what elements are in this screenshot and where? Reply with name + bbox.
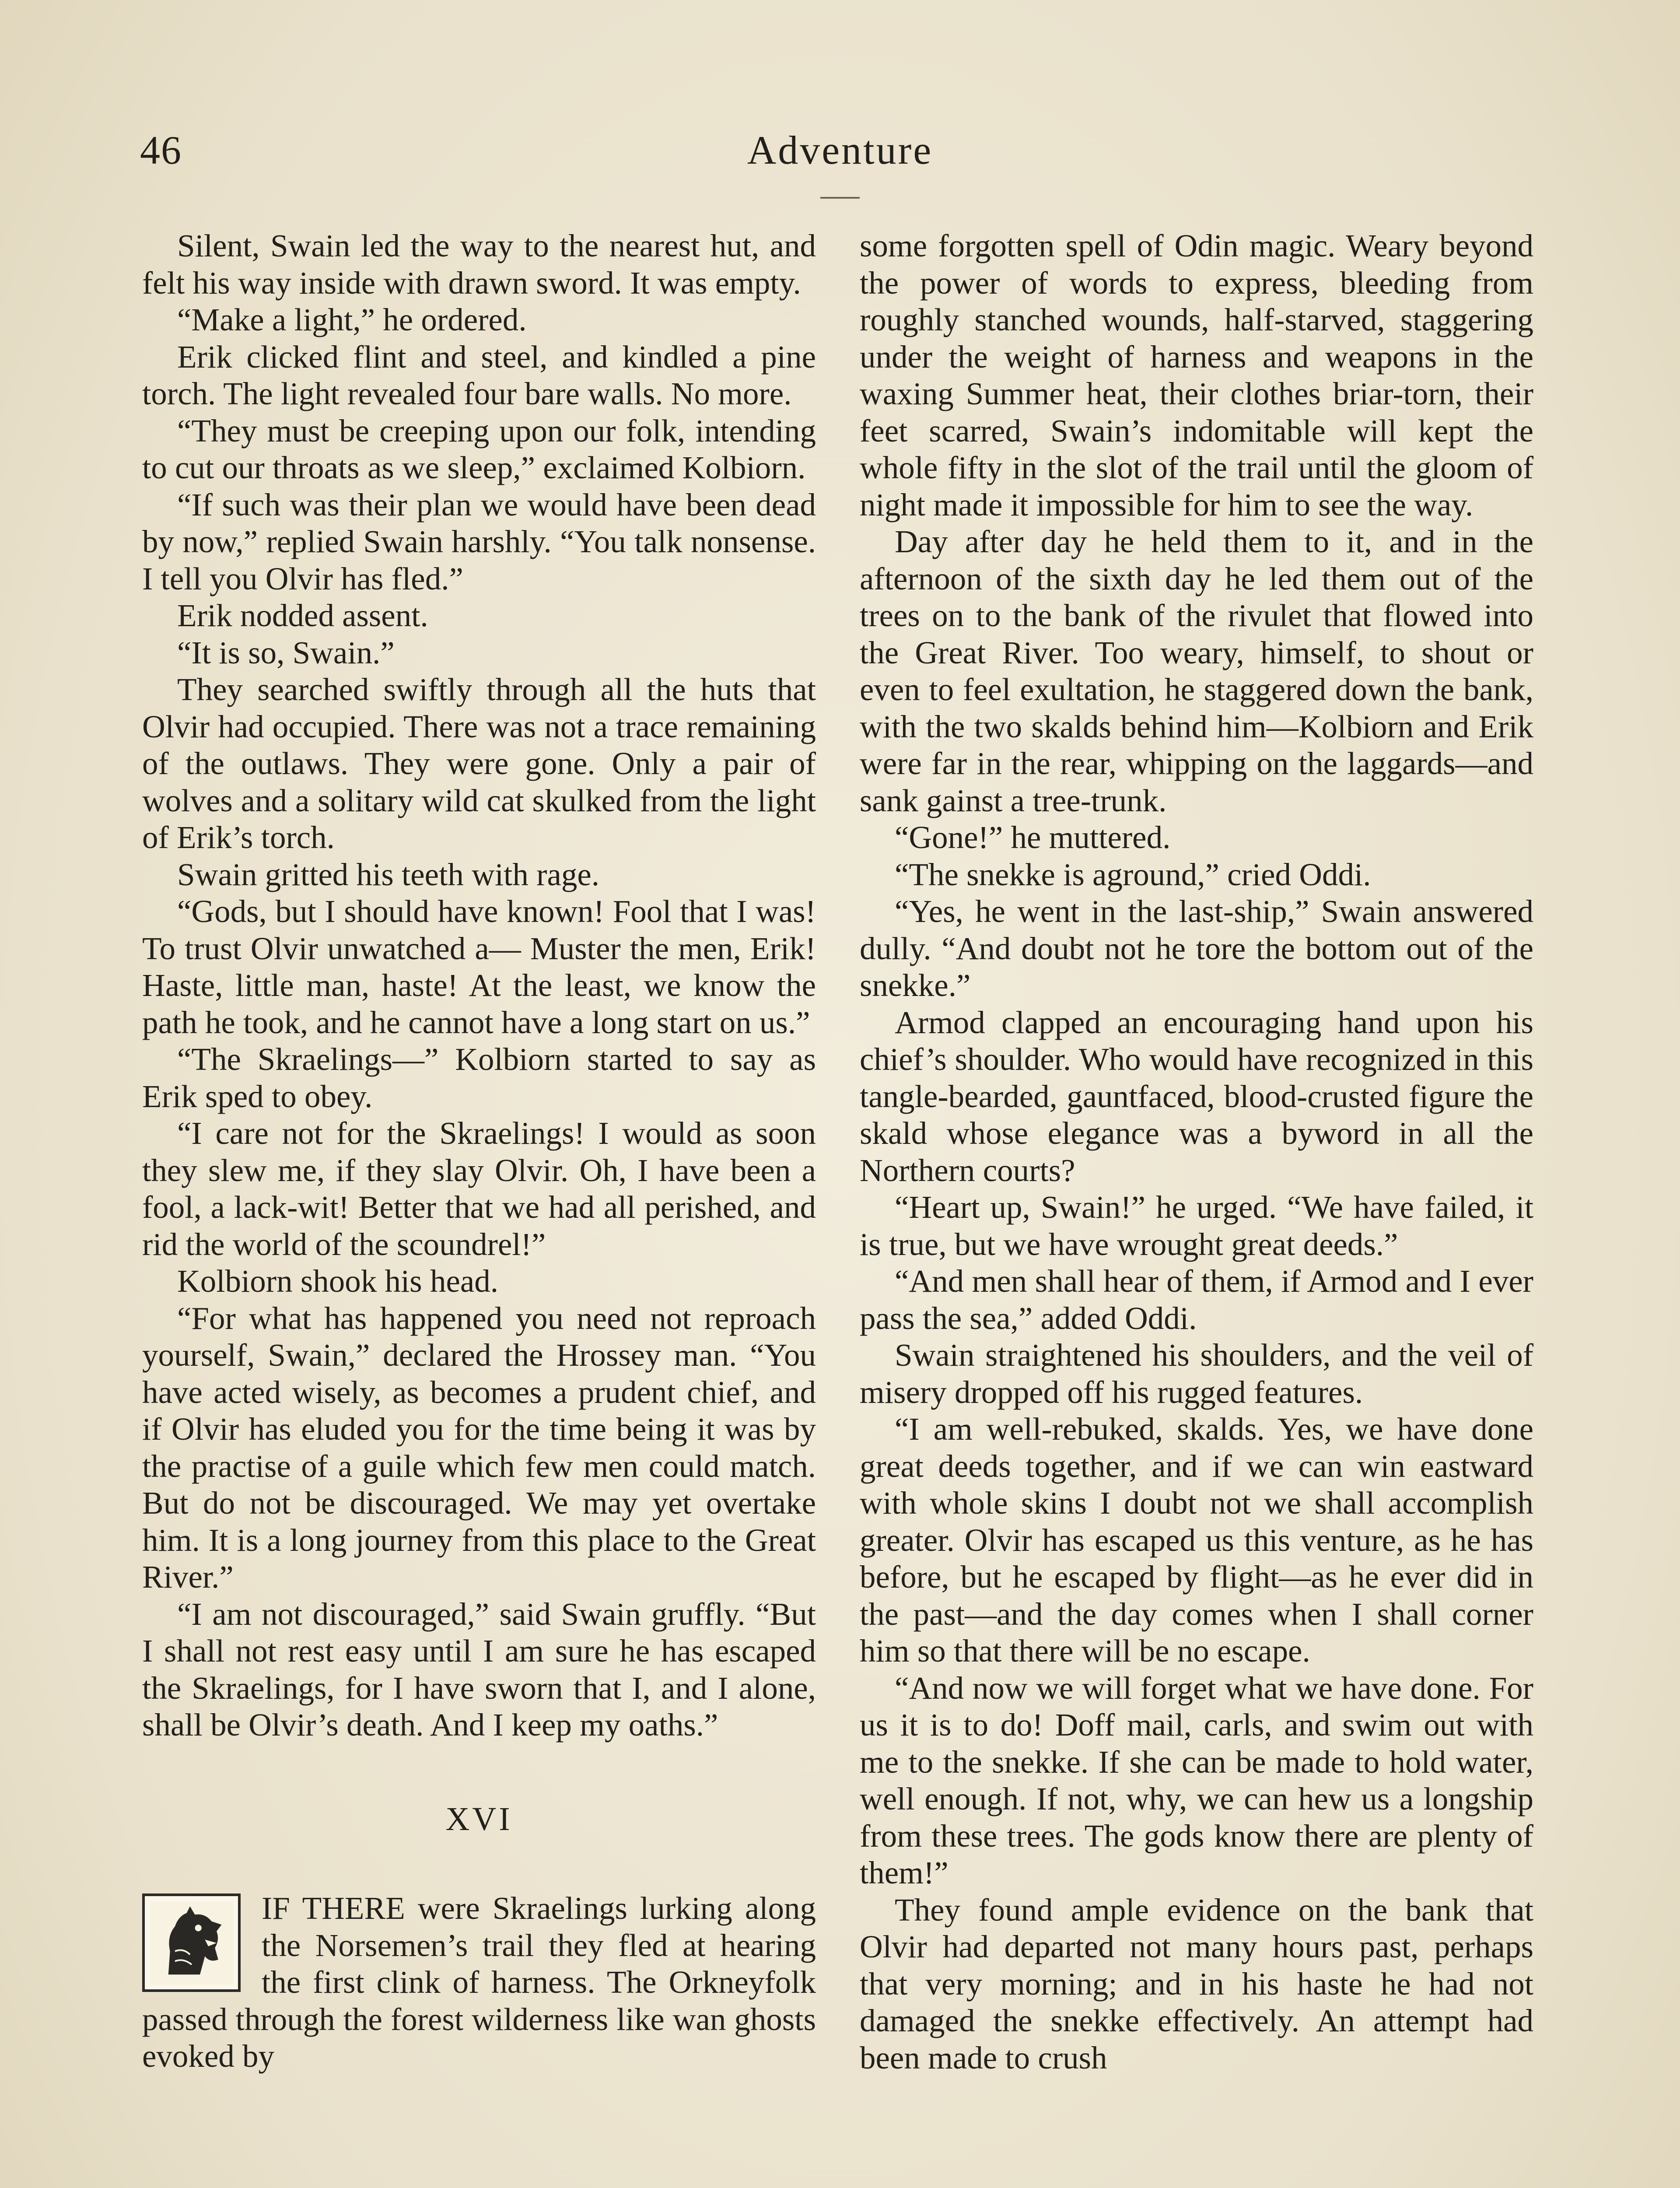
paragraph: “Gods, but I should have known! Fool that I was! To trust Olvir unwatched a— Muster the men, Erik! Haste, little man, haste! At the least, we know the path he took, and he cannot have a long start on us.” bbox=[142, 894, 816, 1040]
paragraph: “Make a light,” he ordered. bbox=[177, 302, 527, 337]
dropcap-paragraph-text: IF THERE were Skraelings lurking along the Norsemen’s trail they fled at hearing the first clink of harness. The Orkneyfolk passed through the forest wilderness like wan ghosts evoked by bbox=[142, 1890, 816, 2074]
paragraph: “And now we will forget what we have done. For us it is to do! Doff mail, carls, and swim out with me to the snekke. If she can be made to hold water, well enough. If not, why, we can hew us a longship from these trees. The gods know there are plenty of them!” bbox=[860, 1670, 1533, 1890]
section-heading: XVI bbox=[445, 1800, 513, 1837]
paragraph: some forgotten spell of Odin magic. Weary beyond the power of words to express, bleeding from roughly stanched wounds, half-starved, staggering under the weight of harness and weapons in the waxing Summer heat, their clothes briar-torn, their feet scarred, Swain’s indomitable will kept the whole fifty in the slot of the trail until the gloom of night made it impossible for him to see the way. bbox=[860, 228, 1533, 522]
paragraph: Swain gritted his teeth with rage. bbox=[177, 856, 600, 892]
wolf-head-illustration-icon bbox=[142, 1893, 241, 1992]
right-column bbox=[860, 228, 1533, 2076]
paragraph: They found ample evidence on the bank that Olvir had departed not many hours past, perhaps that very morning; and in his haste he had not damaged the snekke effectively. An attempt had been made to crush bbox=[860, 1892, 1533, 2076]
page-header bbox=[140, 127, 1540, 188]
paragraph: “I care not for the Skraelings! I would as soon they slew me, if they slay Olvir. Oh, I have been a fool, a lack-wit! Better that we had all perished, and rid the world of the scoundrel!” bbox=[142, 1115, 816, 1262]
paragraph: “It is so, Swain.” bbox=[177, 635, 395, 670]
paragraph: “If such was their plan we would have been dead by now,” replied Swain harshly. “You talk nonsense. I tell you Olvir has fled.” bbox=[142, 487, 816, 596]
page-number: 46 bbox=[140, 128, 182, 172]
paragraph: Swain straightened his shoulders, and the veil of misery dropped off his rugged features. bbox=[860, 1337, 1533, 1410]
paragraph: “For what has happened you need not reproach yourself, Swain,” declared the Hrossey man. “You have acted wisely, as becomes a prudent chief, and if Olvir has eluded you for the time being it was by the practise of a guile which few men could match. But do not be discouraged. We may yet overtake him. It is a long journey from this place to the Great River.” bbox=[142, 1300, 816, 1595]
header-rule bbox=[820, 197, 860, 199]
paragraph: “I am not discouraged,” said Swain gruffly. “But I shall not rest easy until I am sure he has escaped the Skraelings, for I have sworn that I, and I alone, shall be Olvir’s death. And I keep my oaths.” bbox=[142, 1596, 816, 1743]
paragraph: “The Skraelings—” Kolbiorn started to say as Erik sped to obey. bbox=[142, 1041, 816, 1114]
paragraph: Armod clapped an encouraging hand upon his chief’s shoulder. Who would have recognized in this tangle-bearded, gauntfaced, blood-crusted figure the skald whose elegance was a byword in all the Northern courts? bbox=[860, 1004, 1533, 1188]
left-column bbox=[142, 228, 816, 2075]
paragraph: “The snekke is aground,” cried Oddi. bbox=[895, 856, 1371, 892]
paragraph: Day after day he held them to it, and in the afternoon of the sixth day he led them out of the trees on to the bank of the rivulet that flowed into the Great River. Too weary, himself, to shout or even to feel exultation, he staggered down the bank, with the two skalds behind him—Kolbiorn and Erik were far in the rear, whipping on the laggards—and sank gainst a tree-trunk. bbox=[860, 524, 1533, 818]
paragraph: “Gone!” he muttered. bbox=[895, 820, 1171, 855]
paragraph: “And men shall hear of them, if Armod and I ever pass the sea,” added Oddi. bbox=[860, 1263, 1533, 1336]
paragraph: Kolbiorn shook his head. bbox=[177, 1263, 498, 1299]
paragraph: “I am well-rebuked, skalds. Yes, we have done great deeds together, and if we can win eastward with whole skins I doubt not we shall accomplish greater. Olvir has escaped us this venture, as he has before, but he escaped by flight—as he ever did in the past—and the day comes when I shall corner him so that there will be no escape. bbox=[860, 1411, 1533, 1669]
paragraph: “Yes, he went in the last-ship,” Swain answered dully. “And doubt not he tore the bottom out of the snekke.” bbox=[860, 894, 1533, 1003]
paragraph: “They must be creeping upon our folk, intending to cut our throats as we sleep,” exclaimed Kolbiorn. bbox=[142, 413, 816, 485]
paragraph: “Heart up, Swain!” he urged. “We have failed, it is true, but we have wrought great deeds.” bbox=[860, 1189, 1533, 1262]
dropcap-paragraph bbox=[142, 1890, 816, 2075]
magazine-title: Adventure bbox=[747, 128, 933, 172]
paragraph: They searched swiftly through all the huts that Olvir had occupied. There was not a trace remaining of the outlaws. They were gone. Only a pair of wolves and a solitary wild cat skulked from the light of Erik’s torch. bbox=[142, 672, 816, 855]
paragraph: Erik clicked flint and steel, and kindled a pine torch. The light revealed four bare walls. No more. bbox=[142, 339, 816, 411]
paragraph: Erik nodded assent. bbox=[177, 598, 428, 633]
paragraph: Silent, Swain led the way to the nearest hut, and felt his way inside with drawn sword. It was empty. bbox=[142, 228, 816, 301]
